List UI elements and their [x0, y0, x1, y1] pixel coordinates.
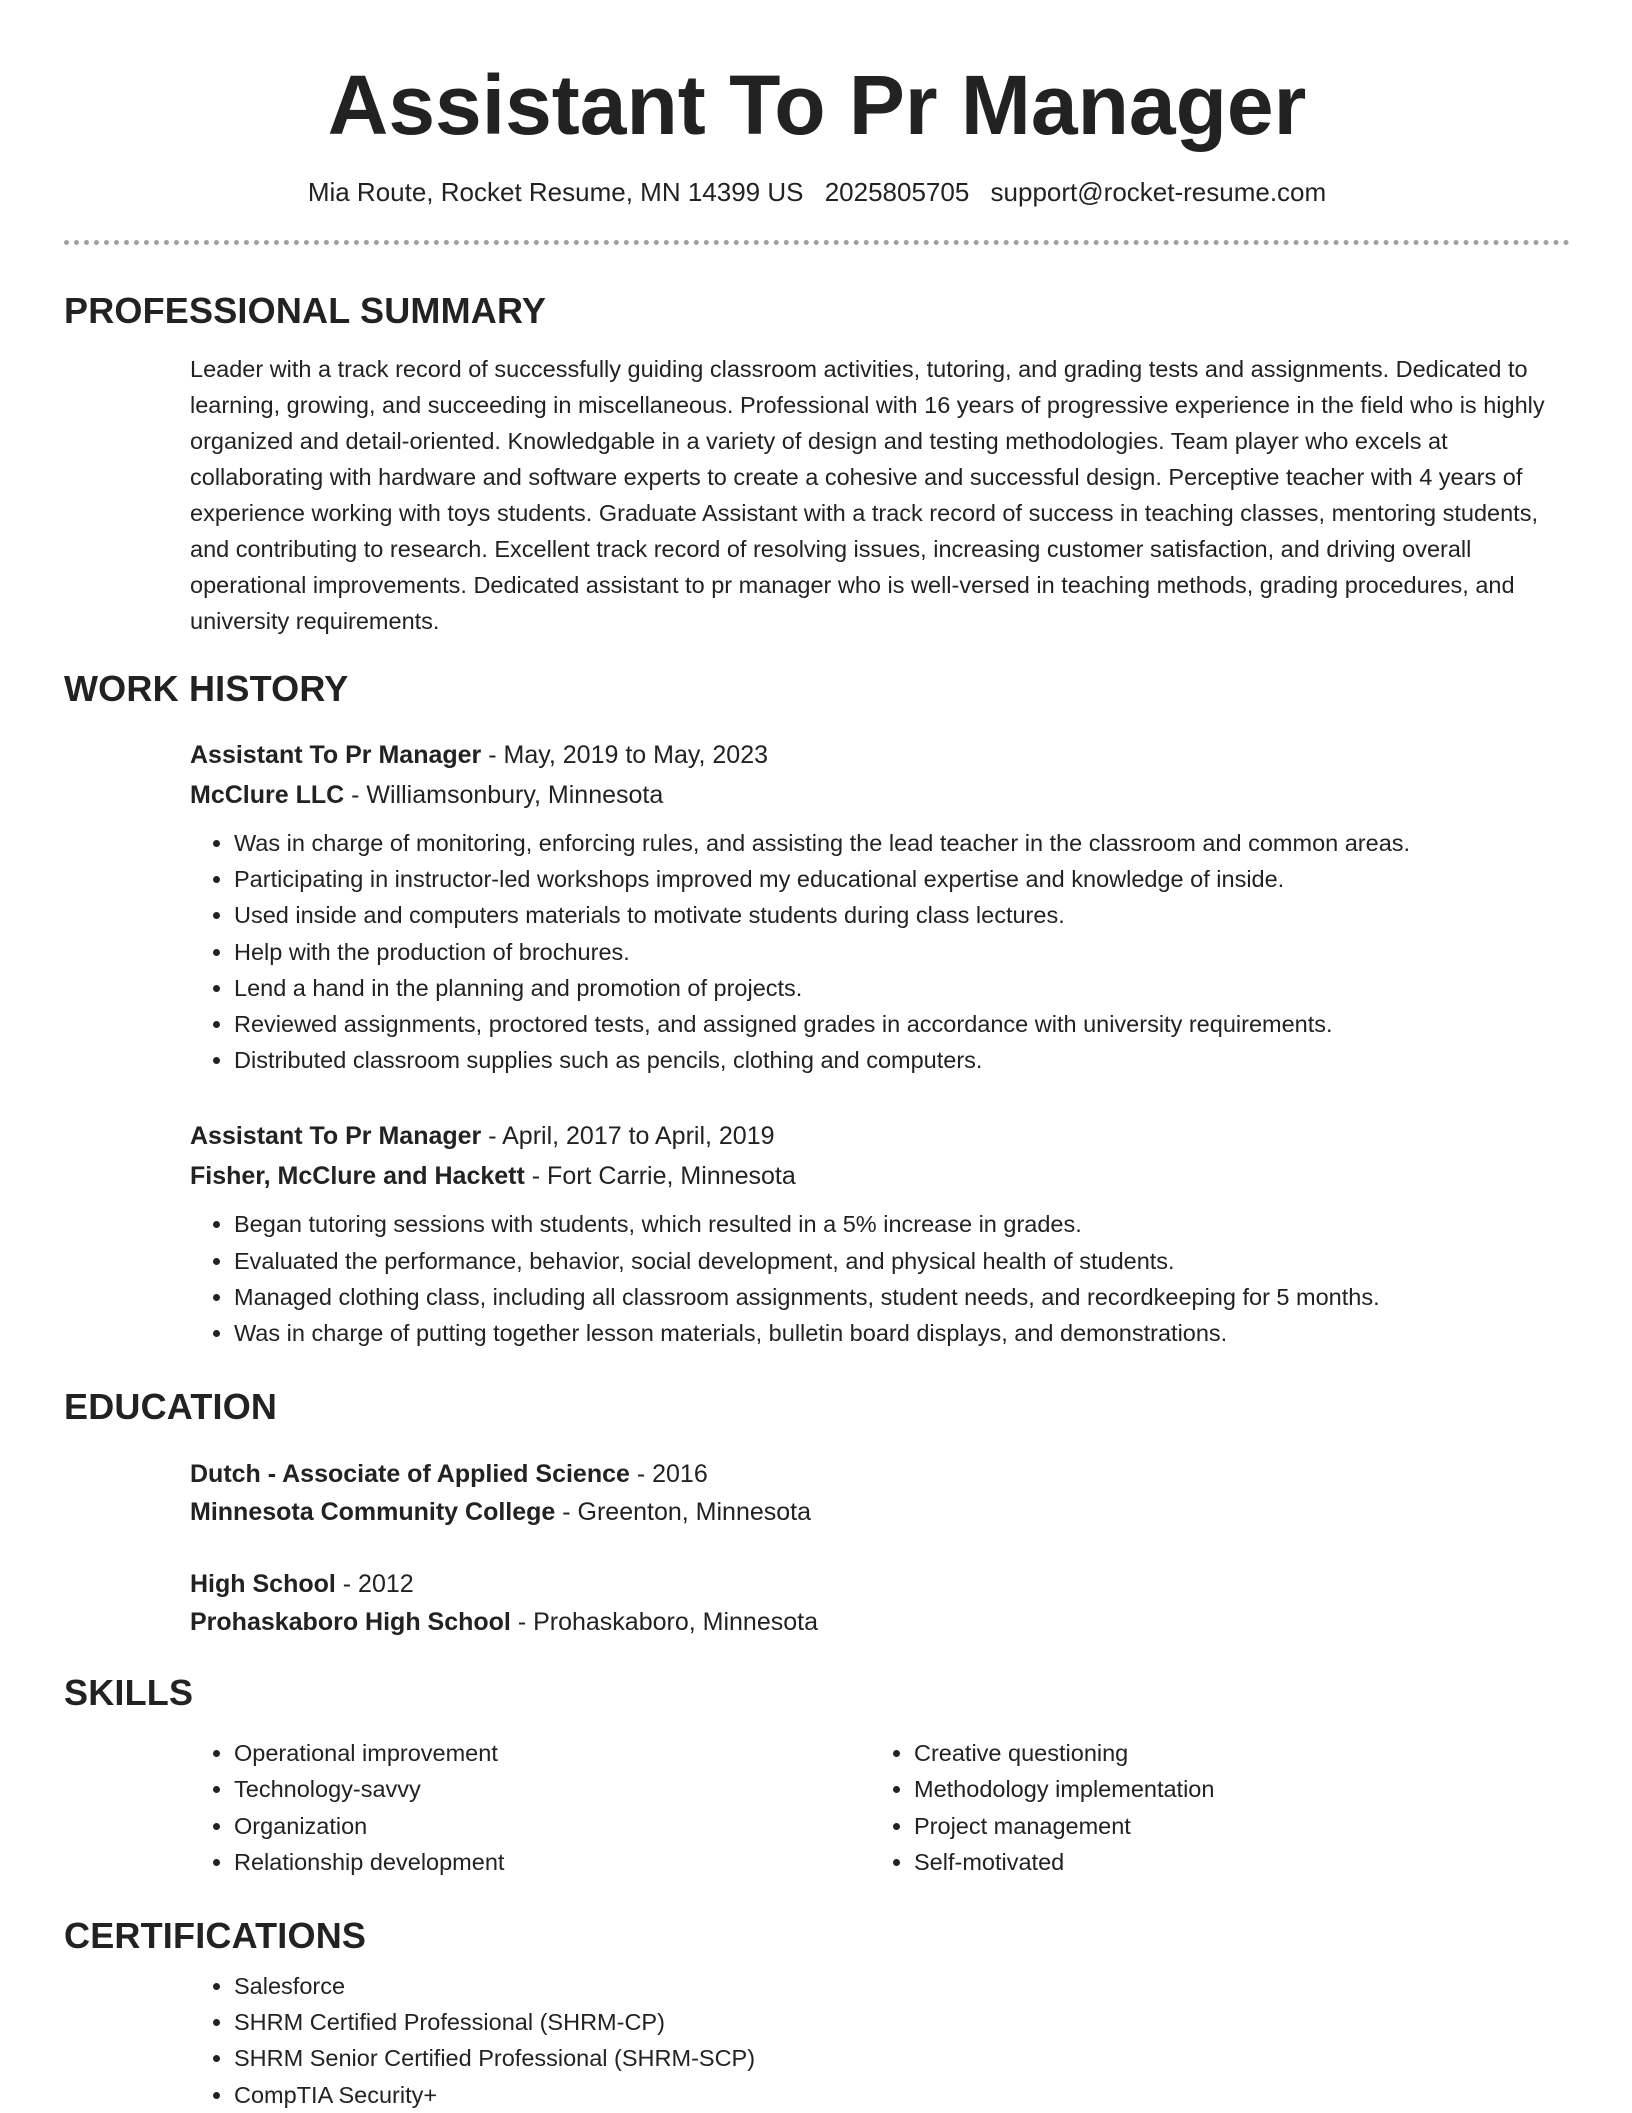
job-bullet: • Participating in instructor-led workshops improved my educational expertise and knowledge of inside.: [234, 861, 1570, 897]
contact-address: Mia Route, Rocket Resume, MN 14399 US: [307, 177, 804, 207]
education-degree: Dutch - Associate of Applied Science: [190, 1460, 630, 1489]
skill-item: • Creative questioning: [914, 1735, 1554, 1771]
skill-item: • Relationship development: [234, 1844, 870, 1880]
job-company: Fisher, McClure and Hackett: [190, 1162, 525, 1191]
contact-line: [64, 176, 1570, 208]
education-entry: [190, 1565, 1570, 1641]
job-dates: - April, 2017 to April, 2019: [481, 1122, 775, 1151]
job-entry: [190, 1116, 1570, 1351]
job-location: - Williamsonbury, Minnesota: [344, 781, 664, 809]
job-dates: - May, 2019 to May, 2023: [481, 741, 768, 769]
job-bullet: • Evaluated the performance, behavior, social development, and physical health of students.: [234, 1243, 1570, 1279]
job-company-line: [190, 775, 1570, 815]
education-location: - Greenton, Minnesota: [555, 1498, 812, 1527]
job-bullet: • Reviewed assignments, proctored tests, and assigned grades in accordance with university requirements.: [234, 1006, 1570, 1042]
skill-item: • Self-motivated: [914, 1844, 1554, 1880]
job-bullet: • Distributed classroom supplies such as pencils, clothing and computers.: [234, 1042, 1570, 1078]
job-bullets: [190, 825, 1570, 1078]
skill-item: • Organization: [234, 1808, 870, 1844]
education-school-line: [190, 1493, 1570, 1531]
education-entry: [190, 1455, 1570, 1531]
job-title-line: [190, 735, 1570, 775]
certification-item: • CompTIA Security+: [234, 2077, 1570, 2113]
resume-name: Assistant To Pr Manager: [327, 58, 1307, 152]
skill-item: • Methodology implementation: [914, 1771, 1554, 1807]
skills-heading: SKILLS: [64, 1672, 194, 1714]
job-company: McClure LLC: [190, 781, 345, 809]
certification-item: • SHRM Senior Certified Professional (SHRM-SCP): [234, 2040, 1570, 2076]
job-bullet: • Was in charge of monitoring, enforcing rules, and assisting the lead teacher in the classroom and common areas.: [234, 825, 1570, 861]
job-bullet: • Was in charge of putting together lesson materials, bulletin board displays, and demonstrations.: [234, 1315, 1570, 1351]
job-role: Assistant To Pr Manager: [190, 1122, 482, 1151]
education-year: - 2012: [335, 1570, 414, 1599]
skills-grid: [190, 1735, 1570, 1880]
certifications-heading: CERTIFICATIONS: [64, 1915, 367, 1957]
education-degree-line: [190, 1565, 1570, 1603]
job-bullet: • Used inside and computers materials to motivate students during class lectures.: [234, 897, 1570, 933]
work-history-heading: WORK HISTORY: [64, 668, 349, 709]
job-entry: [190, 735, 1570, 1078]
job-role: Assistant To Pr Manager: [190, 741, 482, 769]
summary-heading: PROFESSIONAL SUMMARY: [64, 290, 547, 331]
skills-column-left: [190, 1735, 870, 1880]
certification-item: • Salesforce: [234, 1968, 1570, 2004]
skill-item: • Operational improvement: [234, 1735, 870, 1771]
job-bullet: • Managed clothing class, including all classroom assignments, student needs, and recordkeeping for 5 months.: [234, 1279, 1570, 1315]
job-title-line: [190, 1116, 1570, 1156]
job-location: - Fort Carrie, Minnesota: [524, 1162, 796, 1191]
certifications-list: [190, 1968, 1570, 2113]
education-school-line: [190, 1603, 1570, 1641]
header-divider: [64, 240, 1570, 245]
job-bullet: • Lend a hand in the planning and promotion of projects.: [234, 970, 1570, 1006]
education-degree: High School: [190, 1570, 336, 1599]
certification-item: • SHRM Certified Professional (SHRM-CP): [234, 2004, 1570, 2040]
education-heading: EDUCATION: [64, 1386, 278, 1428]
education-location: - Prohaskaboro, Minnesota: [510, 1608, 818, 1637]
contact-email: support@rocket-resume.com: [990, 177, 1327, 207]
job-bullet: • Began tutoring sessions with students, which resulted in a 5% increase in grades.: [234, 1206, 1570, 1242]
skills-column-right: [870, 1735, 1554, 1880]
skill-item: • Project management: [914, 1808, 1554, 1844]
education: [190, 1455, 1570, 1641]
summary-text: Leader with a track record of successfully guiding classroom activities, tutoring, and grading tests and assignments. Dedicated to learning, growing, and succeeding in miscellaneous. Professional with 16 years of progressive experience in the field who is highly organized and detail-oriented. Knowledgable in a variety of design and testing methodologies. Team player who excels at collaborating with hardware and software experts to create a cohesive and successful design. Perceptive teacher with 4 years of experience working with toys students. Graduate Assistant with a track record of success in teaching classes, mentoring students, and contributing to research. Excellent track record of resolving issues, increasing customer satisfaction, and driving overall operational improvements. Dedicated assistant to pr manager who is well-versed in teaching methods, grading procedures, and university requirements.: [190, 356, 1545, 634]
education-school: Minnesota Community College: [190, 1498, 556, 1527]
education-degree-line: [190, 1455, 1570, 1493]
resume-page: [64, 0, 1570, 2113]
education-year: - 2016: [629, 1460, 708, 1489]
contact-phone: 2025805705: [824, 177, 970, 207]
education-school: Prohaskaboro High School: [190, 1608, 511, 1637]
job-bullet: • Help with the production of brochures.: [234, 934, 1570, 970]
skill-item: • Technology-savvy: [234, 1771, 870, 1807]
job-company-line: [190, 1156, 1570, 1196]
job-bullets: [190, 1206, 1570, 1351]
work-history: [190, 735, 1570, 1351]
